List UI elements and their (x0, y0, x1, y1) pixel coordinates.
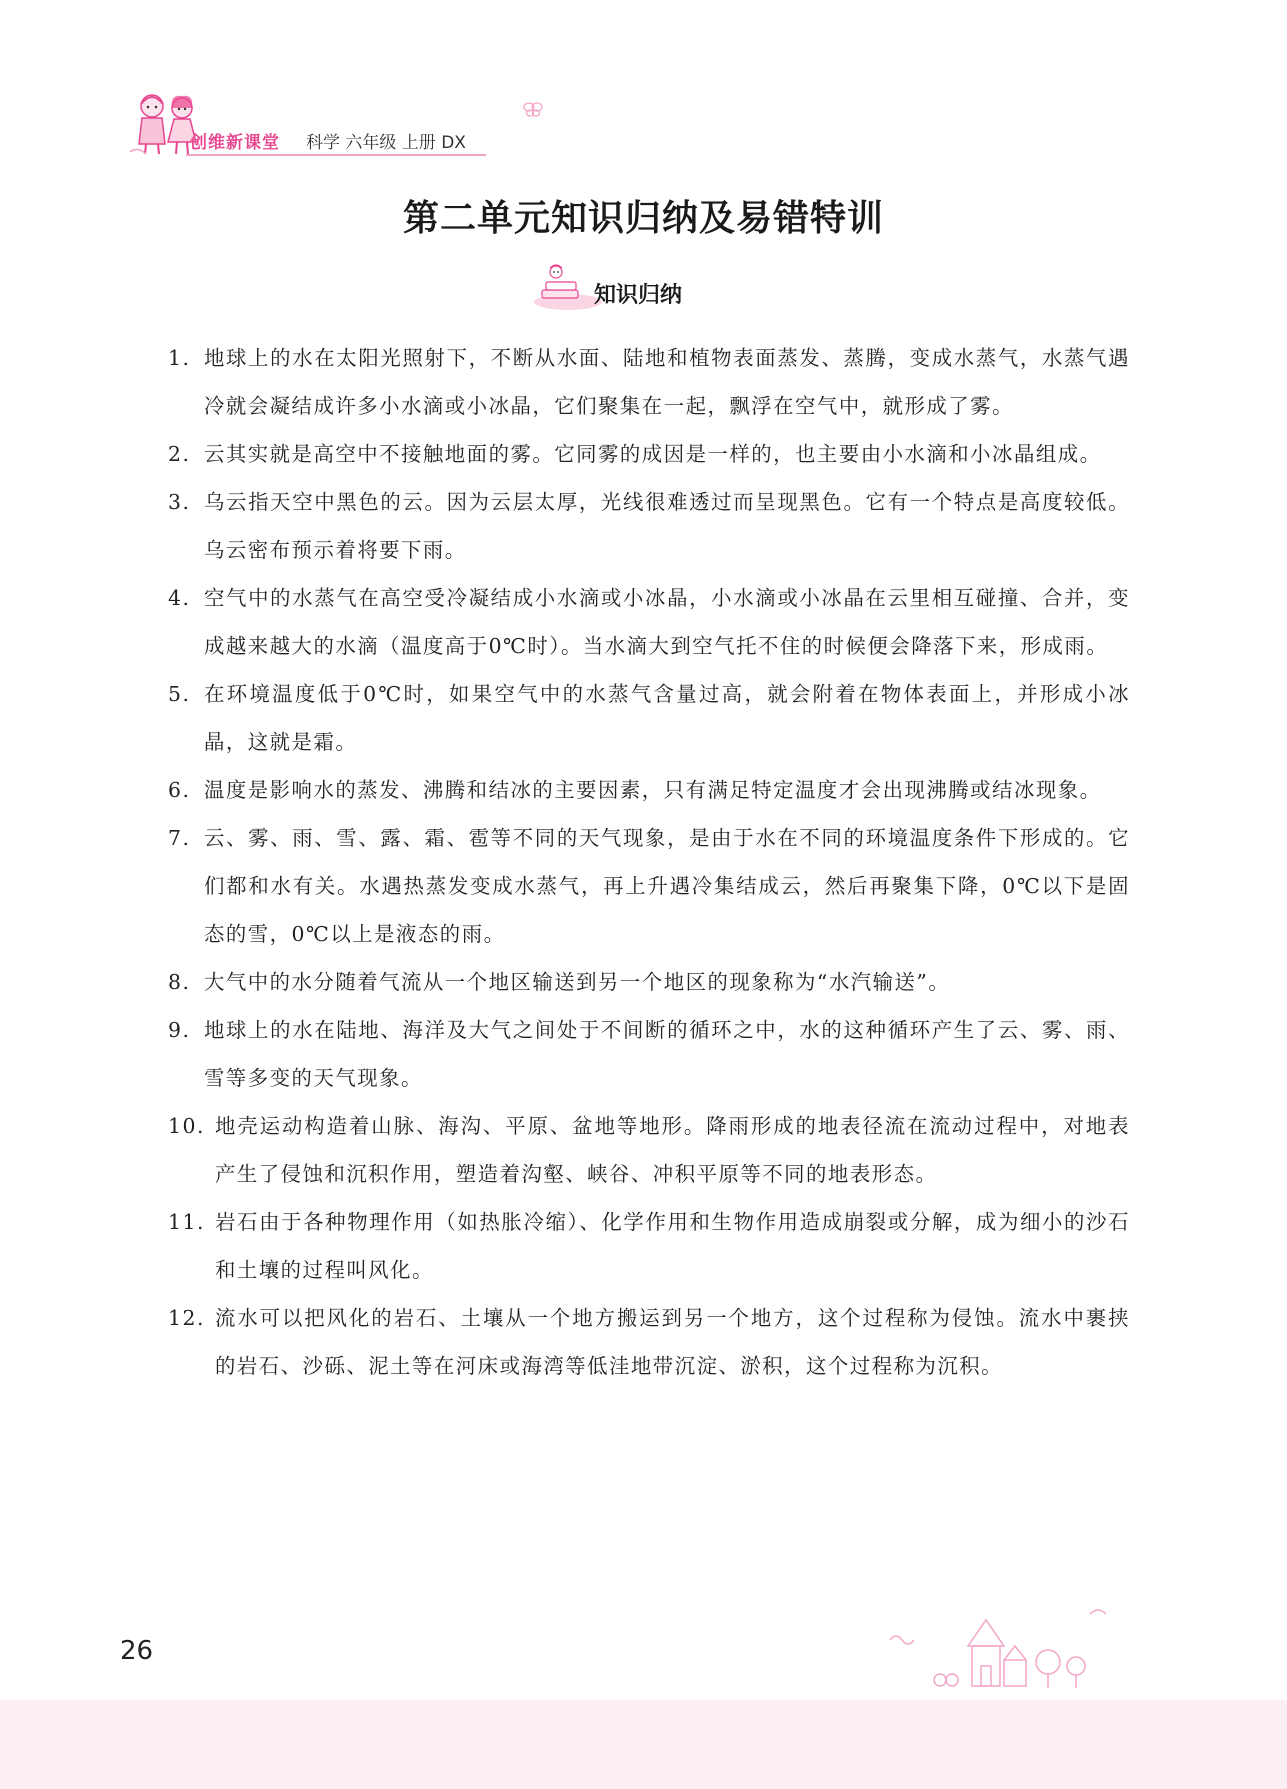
item-text: 云、雾、雨、雪、露、霜、雹等不同的天气现象，是由于水在不同的环境温度条件下形成的。它们都和水有关。水遇热蒸发变成水蒸气，再上升遇冷集结成云，然后再聚集下降，0℃以下是固态的雪，0℃以上是液态的雨。 (204, 826, 1130, 946)
item-number: 7. (168, 826, 191, 850)
item-number: 12. (168, 1306, 205, 1330)
list-item (168, 334, 1130, 430)
page-title: 第二单元知识归纳及易错特训 (402, 198, 884, 239)
header-subject: 科学 六年级 上册 DX (306, 133, 466, 153)
list-item (168, 814, 1130, 958)
header-divider (186, 154, 486, 156)
item-text: 空气中的水蒸气在高空受冷凝结成小水滴或小冰晶，小水滴或小冰晶在云里相互碰撞、合并，变成越来越大的水滴（温度高于0℃时）。当水滴大到空气托不住的时候便会降落下来，形成雨。 (204, 586, 1130, 658)
butterfly-icon (522, 100, 544, 118)
item-text: 地壳运动构造着山脉、海沟、平原、盆地等地形。降雨形成的地表径流在流动过程中，对地表产生了侵蚀和沉积作用，塑造着沟壑、峡谷、冲积平原等不同的地表形态。 (215, 1114, 1130, 1186)
item-text: 地球上的水在陆地、海洋及大气之间处于不间断的循环之中，水的这种循环产生了云、雾、雨、雪等多变的天气现象。 (204, 1018, 1130, 1090)
section-title: 知识归纳 (594, 283, 683, 308)
item-number: 2. (168, 442, 191, 466)
castle-decoration-icon (880, 1600, 1180, 1690)
list-item (168, 670, 1130, 766)
page-number: 26 (120, 1636, 154, 1666)
item-text: 在环境温度低于0℃时，如果空气中的水蒸气含量过高，就会附着在物体表面上，并形成小冰晶，这就是霜。 (204, 682, 1130, 754)
list-item (168, 574, 1130, 670)
header-brand: 创维新课堂 (190, 133, 280, 153)
footer-band (0, 1700, 1287, 1789)
list-item (168, 1102, 1130, 1198)
section-heading (532, 262, 742, 312)
item-text: 云其实就是高空中不接触地面的雾。它同雾的成因是一样的，也主要由小水滴和小冰晶组成。 (204, 442, 1102, 466)
item-number: 4. (168, 586, 191, 610)
item-text: 乌云指天空中黑色的云。因为云层太厚，光线很难透过而呈现黑色。它有一个特点是高度较低。乌云密布预示着将要下雨。 (204, 490, 1130, 562)
list-item (168, 430, 1130, 478)
list-item (168, 1198, 1130, 1294)
item-number: 9. (168, 1018, 191, 1042)
list-item (168, 1294, 1130, 1390)
page-header (128, 88, 588, 158)
item-number: 1. (168, 346, 191, 370)
item-number: 5. (168, 682, 191, 706)
knowledge-list (168, 334, 1130, 1390)
item-text: 岩石由于各种物理作用（如热胀冷缩）、化学作用和生物作用造成崩裂或分解，成为细小的沙石和土壤的过程叫风化。 (215, 1210, 1130, 1282)
item-text: 流水可以把风化的岩石、土壤从一个地方搬运到另一个地方，这个过程称为侵蚀。流水中裹挟的岩石、沙砾、泥土等在河床或海湾等低洼地带沉淀、淤积，这个过程称为沉积。 (215, 1306, 1130, 1378)
item-number: 8. (168, 970, 191, 994)
list-item (168, 766, 1130, 814)
item-number: 11. (168, 1210, 205, 1234)
item-number: 6. (168, 778, 191, 802)
item-number: 3. (168, 490, 191, 514)
item-number: 10. (168, 1114, 205, 1138)
item-text: 温度是影响水的蒸发、沸腾和结冰的主要因素，只有满足特定温度才会出现沸腾或结冰现象。 (204, 778, 1102, 802)
item-text: 大气中的水分随着气流从一个地区输送到另一个地区的现象称为“水汽输送”。 (204, 970, 951, 994)
item-text: 地球上的水在太阳光照射下，不断从水面、陆地和植物表面蒸发、蒸腾，变成水蒸气，水蒸气遇冷就会凝结成许多小水滴或小冰晶，它们聚集在一起，飘浮在空气中，就形成了雾。 (204, 346, 1130, 418)
list-item (168, 478, 1130, 574)
list-item (168, 958, 1130, 1006)
list-item (168, 1006, 1130, 1102)
